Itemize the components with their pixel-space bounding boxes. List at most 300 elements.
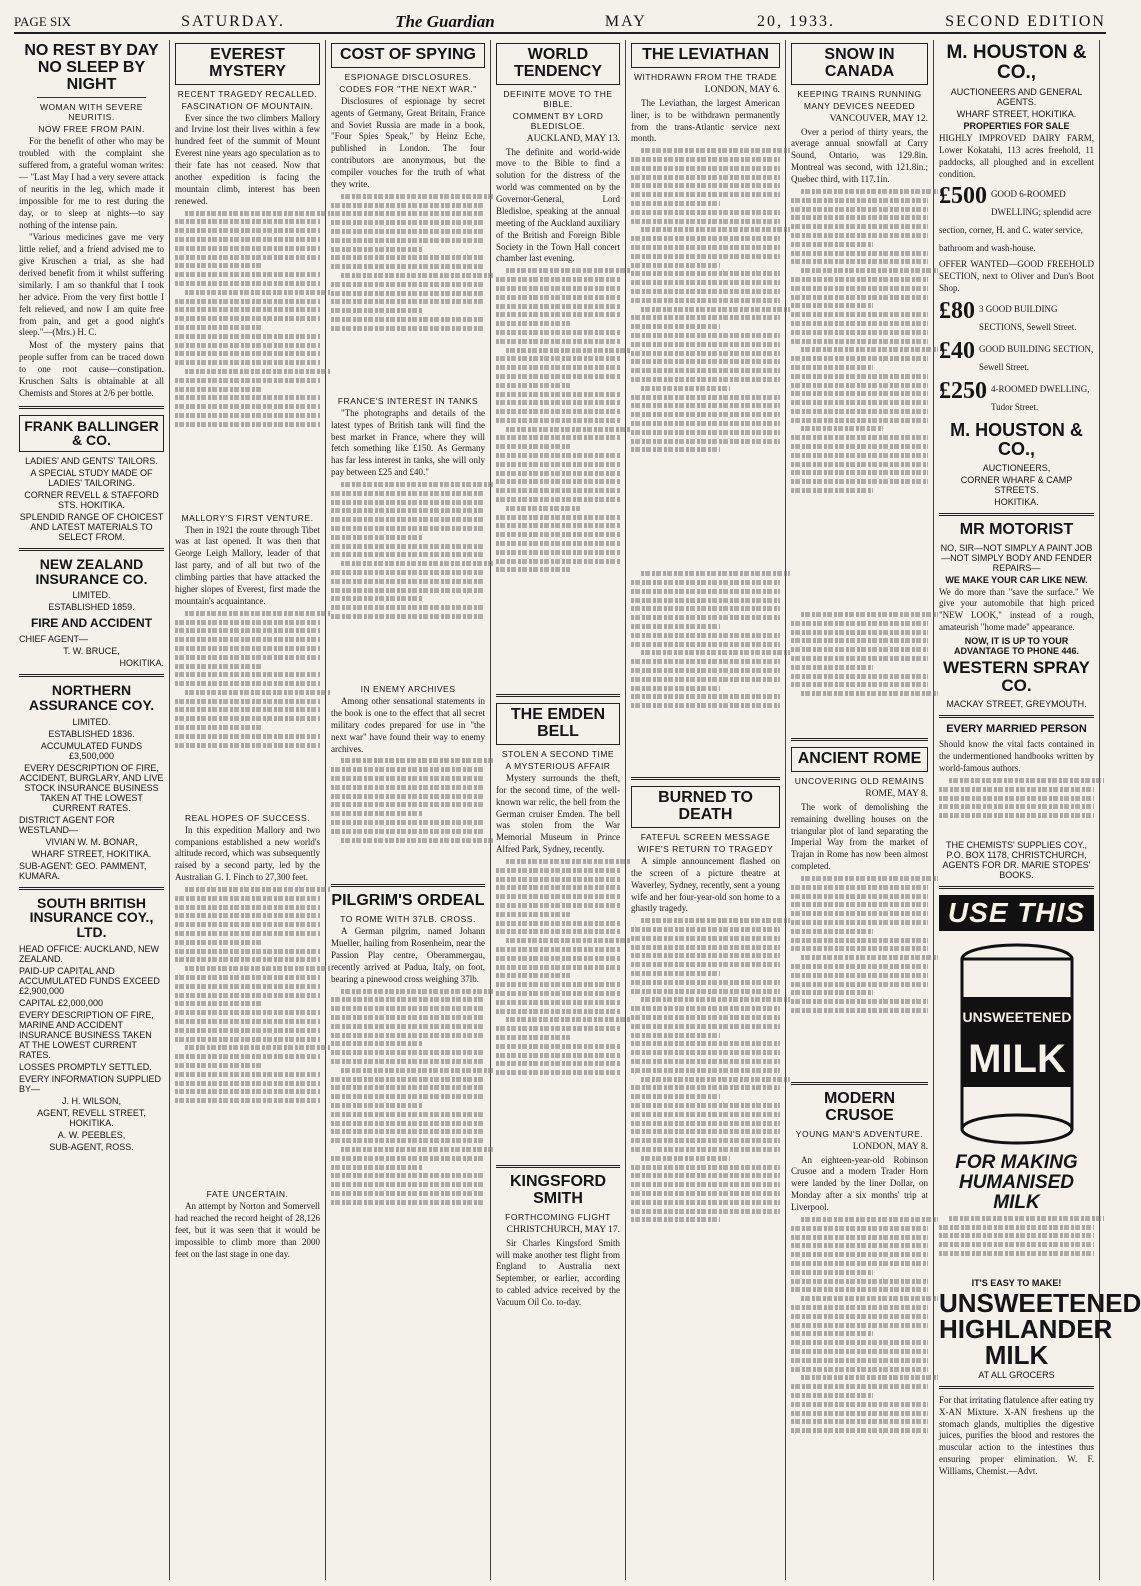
text-line bbox=[341, 1068, 495, 1073]
dateline: VANCOUVER, MAY 12. bbox=[829, 113, 928, 124]
text-line bbox=[791, 1331, 873, 1336]
text-line bbox=[631, 210, 780, 215]
text-line bbox=[175, 255, 320, 260]
text-line bbox=[631, 254, 780, 259]
text-line bbox=[801, 876, 938, 881]
text-line bbox=[175, 707, 320, 712]
dateline: LONDON, MAY 8. bbox=[852, 1141, 928, 1152]
text-line bbox=[341, 1147, 495, 1152]
text-line bbox=[791, 365, 873, 370]
ad-listing bbox=[939, 379, 1094, 415]
subhead: FASCINATION OF MOUNTAIN. bbox=[181, 100, 314, 111]
text-line bbox=[331, 1138, 485, 1143]
ad-text: WE MAKE YOUR CAR LIKE NEW. bbox=[945, 574, 1088, 585]
text-line bbox=[791, 374, 928, 379]
ad-text: VIVIAN W. M. BONAR, bbox=[45, 836, 138, 847]
text-line bbox=[631, 201, 720, 206]
text-line bbox=[631, 412, 780, 417]
ad-text: We do more than "save the surface." We give your automobile that high priced "NEW LOOK," instead of a rough, amateurish "home made" appearance. bbox=[939, 586, 1094, 633]
text-line bbox=[631, 377, 780, 382]
text-line bbox=[496, 444, 570, 449]
ad-text: LOSSES PROMPTLY SETTLED. bbox=[19, 1061, 152, 1072]
text-line bbox=[175, 1054, 320, 1059]
subhead: WITHDRAWN FROM THE TRADE bbox=[633, 71, 778, 82]
text-line bbox=[939, 1233, 1094, 1238]
text-line bbox=[496, 383, 570, 388]
text-line bbox=[631, 1182, 780, 1187]
text-line bbox=[331, 1173, 485, 1178]
article-filler bbox=[175, 611, 320, 811]
text-line bbox=[631, 589, 780, 594]
headline-emden-bell: THE EMDEN BELL bbox=[496, 703, 620, 745]
text-line bbox=[331, 1077, 485, 1082]
dateline: CHRISTCHURCH, MAY 17. bbox=[506, 1224, 620, 1235]
article-filler bbox=[331, 482, 485, 682]
text-line bbox=[185, 290, 330, 295]
text-line bbox=[506, 427, 630, 432]
text-line bbox=[631, 219, 780, 224]
text-line bbox=[641, 1156, 730, 1161]
text-line bbox=[791, 321, 928, 326]
ad-text: PROPERTIES FOR SALE bbox=[963, 120, 1070, 131]
article-filler bbox=[175, 887, 320, 1187]
text-line bbox=[331, 596, 423, 601]
text-line bbox=[185, 966, 330, 971]
text-line bbox=[791, 198, 928, 203]
text-line bbox=[631, 192, 780, 197]
price: £40 bbox=[939, 338, 975, 364]
text-line bbox=[631, 263, 720, 268]
text-line bbox=[791, 277, 928, 282]
text-line bbox=[175, 993, 320, 998]
text-line bbox=[175, 716, 320, 721]
text-line bbox=[631, 333, 780, 338]
text-line bbox=[801, 189, 938, 194]
text-line bbox=[331, 776, 485, 781]
text-line bbox=[791, 435, 928, 440]
text-line bbox=[791, 902, 928, 907]
subhead: MANY DEVICES NEEDED bbox=[803, 100, 916, 111]
text-line bbox=[331, 767, 485, 772]
text-line bbox=[185, 887, 330, 892]
text-line bbox=[631, 1050, 780, 1055]
text-line bbox=[791, 1252, 928, 1257]
text-line bbox=[631, 351, 780, 356]
text-line bbox=[791, 1235, 928, 1240]
text-line bbox=[631, 324, 720, 329]
text-line bbox=[791, 470, 928, 475]
ad-text: T. W. BRUCE, bbox=[63, 646, 120, 657]
text-line bbox=[641, 227, 790, 232]
text-line bbox=[631, 971, 720, 976]
text-line bbox=[791, 1411, 928, 1416]
text-line bbox=[331, 614, 485, 619]
text-line bbox=[185, 1045, 330, 1050]
subhead: IN ENEMY ARCHIVES bbox=[360, 684, 456, 695]
text-line bbox=[791, 409, 928, 414]
ad-houston: M. HOUSTON & CO., bbox=[946, 42, 1087, 83]
ad-text: AT ALL GROCERS bbox=[978, 1369, 1055, 1380]
text-line bbox=[791, 1323, 928, 1328]
column-7 bbox=[934, 40, 1141, 1580]
text-line bbox=[331, 544, 485, 549]
text-line bbox=[791, 295, 928, 300]
text-line bbox=[175, 699, 320, 704]
text-line bbox=[331, 1156, 485, 1161]
text-line bbox=[631, 936, 780, 941]
text-line bbox=[175, 1019, 320, 1024]
subhead: KEEPING TRAINS RUNNING bbox=[797, 88, 922, 99]
text-line bbox=[791, 462, 928, 467]
text-line bbox=[631, 430, 780, 435]
ad-text: LIMITED. bbox=[72, 590, 111, 601]
text-line bbox=[791, 479, 928, 484]
text-line bbox=[496, 462, 620, 467]
text-line bbox=[791, 630, 928, 635]
ad-text: SUB-AGENT: GEO. PAMMENT, KUMARA. bbox=[19, 860, 147, 881]
text-line bbox=[496, 1026, 620, 1031]
text-line bbox=[175, 1028, 320, 1033]
ad-text: GOOD 6-ROOMED DWELLING; splendid acre section, corner, H. and C. water service, bathroom and wash-house. bbox=[939, 189, 1091, 254]
text-line bbox=[791, 1393, 873, 1398]
article-body: In this expedition Mallory and two companions established a new world's altitude record, which was subsequently raised by a second party, led by the Australian G. I. Finch to 27,300 feet. bbox=[175, 824, 320, 883]
text-line bbox=[496, 956, 620, 961]
text-line bbox=[175, 1063, 262, 1068]
text-line bbox=[175, 281, 320, 286]
text-line bbox=[631, 606, 780, 611]
text-line bbox=[791, 453, 928, 458]
text-line bbox=[496, 330, 620, 335]
text-line bbox=[175, 404, 320, 409]
text-line bbox=[791, 973, 928, 978]
text-line bbox=[791, 233, 928, 238]
text-line bbox=[331, 552, 485, 557]
masthead-date: 20, 1933. bbox=[756, 13, 835, 30]
ad-use-this-banner: USE THIS bbox=[939, 895, 1094, 931]
text-line bbox=[801, 955, 938, 960]
text-line bbox=[641, 650, 790, 655]
ad-highlander-milk: UNSWEETENED HIGHLANDER MILK bbox=[939, 1287, 1141, 1370]
ad-text: 3 GOOD BUILDING SECTIONS, Sewell Street. bbox=[979, 304, 1077, 332]
text-line bbox=[641, 307, 790, 312]
ad-text: Should know the vital facts contained in the undermentioned handbooks written by world-famous authors. bbox=[939, 739, 1094, 774]
text-line bbox=[631, 1041, 780, 1046]
text-line bbox=[331, 508, 485, 513]
text-line bbox=[506, 506, 580, 511]
text-line bbox=[331, 1024, 485, 1029]
dateline: ROME, MAY 8. bbox=[865, 788, 928, 799]
text-line bbox=[331, 535, 423, 540]
text-line bbox=[631, 280, 780, 285]
ad-text: HOKITIKA. bbox=[994, 496, 1039, 507]
text-line bbox=[801, 426, 883, 431]
text-line bbox=[496, 523, 620, 528]
text-line bbox=[631, 624, 720, 629]
text-line bbox=[631, 1121, 780, 1126]
text-line bbox=[496, 515, 620, 520]
text-line bbox=[791, 946, 928, 951]
ad-text: ESTABLISHED 1859. bbox=[48, 602, 135, 613]
subhead: STOLEN A SECOND TIME bbox=[501, 748, 615, 759]
text-line bbox=[791, 964, 928, 969]
text-line bbox=[331, 1033, 485, 1038]
article-body: A German pilgrim, named Johann Mueller, hailing from Rosenheim, near the Passion Play centre, Oberammergau, recently arrived at Padua, Italy, on foot, bearing a pinewood cross weighing 37lb. bbox=[331, 926, 485, 984]
text-line bbox=[631, 1059, 780, 1064]
subhead: FORTHCOMING FLIGHT bbox=[505, 1211, 611, 1222]
ad-text: J. H. WILSON, bbox=[61, 1095, 121, 1106]
text-line bbox=[631, 298, 780, 303]
text-line bbox=[496, 868, 620, 873]
text-line bbox=[791, 1314, 928, 1319]
text-line bbox=[631, 315, 780, 320]
text-line bbox=[496, 409, 620, 414]
text-line bbox=[791, 621, 928, 626]
subhead: REAL HOPES OF SUCCESS. bbox=[185, 812, 310, 823]
text-line bbox=[631, 175, 780, 180]
text-line bbox=[331, 238, 485, 243]
text-line bbox=[506, 348, 630, 353]
milk-can-illustration bbox=[942, 937, 1092, 1147]
text-line bbox=[641, 386, 730, 391]
text-line bbox=[331, 1015, 485, 1020]
text-line bbox=[631, 368, 780, 373]
text-line bbox=[331, 1182, 485, 1187]
text-line bbox=[496, 497, 620, 502]
subhead: CODES FOR "THE NEXT WAR." bbox=[339, 83, 477, 94]
ad-text: EVERY DESCRIPTION OF FIRE, MARINE AND ACCIDENT INSURANCE BUSINESS TAKEN AT THE LOWEST CURRENT RATES. bbox=[19, 1009, 154, 1060]
headline-pilgrims-ordeal: PILGRIM'S ORDEAL bbox=[331, 892, 485, 910]
text-line bbox=[496, 894, 620, 899]
ad-text: PAID-UP CAPITAL AND ACCUMULATED FUNDS EXCEED £2,900,000 bbox=[19, 965, 160, 996]
text-line bbox=[939, 804, 1094, 809]
price: £250 bbox=[939, 378, 987, 404]
article-filler bbox=[631, 571, 780, 771]
price: £500 bbox=[939, 183, 987, 210]
article-body: "The photographs and details of the latest types of British tank will find the best market in France, where they will fetch something like £150. As Germany has far less interest in tanks, she will only pay between £25 and £40." bbox=[331, 407, 485, 478]
text-line bbox=[631, 1085, 780, 1090]
text-line bbox=[791, 1384, 928, 1389]
text-line bbox=[175, 957, 320, 962]
text-line bbox=[631, 1033, 720, 1038]
text-line bbox=[791, 1349, 928, 1354]
headline-snow-in-canada: SNOW IN CANADA bbox=[791, 43, 928, 85]
text-line bbox=[341, 561, 495, 566]
text-line bbox=[175, 655, 320, 660]
text-line bbox=[631, 1015, 780, 1020]
text-line bbox=[496, 1044, 620, 1049]
text-line bbox=[331, 605, 485, 610]
column-1 bbox=[14, 40, 170, 1580]
text-line bbox=[175, 1001, 262, 1006]
text-line bbox=[496, 567, 570, 572]
text-line bbox=[631, 1006, 780, 1011]
text-line bbox=[175, 387, 262, 392]
text-line bbox=[341, 758, 495, 763]
text-line bbox=[341, 273, 495, 278]
text-line bbox=[791, 330, 928, 335]
article-body: Disclosures of espionage by secret agents of Germany, Great Britain, France and Soviet Russia are made in a book, "Four Spies Speak," by Heinz Eche, published in London. The four contributors are anonymous, but the compiler vouches for the truth of what they write. bbox=[331, 95, 485, 189]
text-line bbox=[939, 796, 1094, 801]
text-line bbox=[175, 334, 320, 339]
text-line bbox=[631, 1112, 780, 1117]
text-line bbox=[631, 686, 720, 691]
text-line bbox=[641, 571, 790, 576]
text-line bbox=[631, 668, 780, 673]
text-line bbox=[331, 1085, 485, 1090]
ad-text: AUCTIONEERS AND GENERAL AGENTS. bbox=[950, 86, 1083, 107]
text-line bbox=[175, 307, 320, 312]
text-line bbox=[496, 903, 620, 908]
text-line bbox=[496, 435, 620, 440]
text-line bbox=[791, 647, 928, 652]
text-line bbox=[331, 517, 485, 522]
text-line bbox=[496, 295, 620, 300]
text-line bbox=[631, 1147, 780, 1152]
text-line bbox=[801, 1375, 938, 1380]
ad-text: GOOD BUILDING SECTION, Sewell Street. bbox=[979, 344, 1094, 372]
text-line bbox=[496, 947, 620, 952]
text-line bbox=[631, 1191, 780, 1196]
headline-ancient-rome: ANCIENT ROME bbox=[791, 747, 928, 772]
ad-text: CHIEF AGENT— bbox=[19, 634, 89, 645]
text-line bbox=[631, 1138, 780, 1143]
text-line bbox=[175, 922, 320, 927]
text-line bbox=[175, 896, 320, 901]
text-line bbox=[791, 999, 928, 1004]
text-line bbox=[496, 885, 620, 890]
text-line bbox=[631, 989, 780, 994]
ad-text: CAPITAL £2,000,000 bbox=[19, 997, 104, 1008]
text-line bbox=[496, 321, 570, 326]
text-line bbox=[506, 1017, 630, 1022]
text-line bbox=[506, 938, 630, 943]
text-line bbox=[801, 691, 938, 696]
text-line bbox=[496, 1035, 570, 1040]
text-line bbox=[331, 785, 485, 790]
ad-text: THE CHEMISTS' SUPPLIES COY., P.O. BOX 1178, CHRISTCHURCH, AGENTS FOR DR. MARIE STOPES' BOOKS. bbox=[942, 839, 1091, 880]
column-3 bbox=[326, 40, 491, 1580]
text-line bbox=[175, 940, 262, 945]
text-line bbox=[791, 286, 928, 291]
ad-text: A SPECIAL STUDY MADE OF LADIES' TAILORING. bbox=[30, 468, 153, 489]
ad-text: OFFER WANTED—GOOD FREEHOLD SECTION, next to Oliver and Dun's Boot Shop. bbox=[939, 259, 1094, 294]
text-line bbox=[496, 312, 620, 317]
text-line bbox=[175, 237, 320, 242]
ad-text: SUB-AGENT, ROSS. bbox=[49, 1141, 134, 1152]
text-line bbox=[331, 291, 485, 296]
text-line bbox=[331, 308, 423, 313]
text-line bbox=[631, 245, 780, 250]
text-line bbox=[631, 945, 780, 950]
text-line bbox=[496, 356, 620, 361]
text-line bbox=[949, 778, 1104, 783]
text-line bbox=[791, 1402, 928, 1407]
text-line bbox=[331, 1103, 423, 1108]
text-line bbox=[496, 921, 620, 926]
newspaper-title: The Guardian bbox=[395, 12, 495, 31]
text-line bbox=[175, 272, 320, 277]
ad-text: WHARF STREET, HOKITIKA. bbox=[956, 108, 1077, 119]
headline-world-tendency: WORLD TENDENCY bbox=[496, 43, 620, 85]
text-line bbox=[939, 1242, 1094, 1247]
text-line bbox=[631, 421, 780, 426]
text-line bbox=[791, 1243, 928, 1248]
text-line bbox=[791, 1008, 928, 1013]
text-line bbox=[631, 962, 780, 967]
subhead: MALLORY'S FIRST VENTURE. bbox=[181, 512, 314, 523]
subhead: WIFE'S RETURN TO TRAGEDY bbox=[637, 843, 774, 854]
headline-kingsford-smith: KINGSFORD SMITH bbox=[510, 1173, 606, 1207]
text-line bbox=[175, 413, 320, 418]
text-line bbox=[791, 1367, 928, 1372]
text-line bbox=[175, 725, 262, 730]
text-line bbox=[791, 303, 873, 308]
text-line bbox=[496, 912, 570, 917]
text-line bbox=[791, 674, 928, 679]
text-line bbox=[331, 255, 485, 260]
text-line bbox=[496, 1070, 620, 1075]
text-line bbox=[331, 247, 423, 252]
text-line bbox=[939, 787, 1094, 792]
text-line bbox=[175, 681, 320, 686]
text-line bbox=[331, 1129, 485, 1134]
text-line bbox=[496, 982, 620, 987]
text-line bbox=[175, 1037, 320, 1042]
ad-text: LADIES' AND GENTS' TAILORS. bbox=[25, 456, 158, 467]
text-line bbox=[175, 672, 320, 677]
text-line bbox=[331, 229, 485, 234]
text-line bbox=[331, 317, 485, 322]
text-line bbox=[801, 612, 938, 617]
ad-western-spray: WESTERN SPRAY CO. bbox=[943, 658, 1090, 695]
ad-text: NO, SIR—NOT SIMPLY A PAINT JOB—NOT SIMPLY BODY AND FENDER REPAIRS— bbox=[940, 542, 1093, 573]
text-line bbox=[631, 1217, 720, 1222]
ad-text: MACKAY STREET, GREYMOUTH. bbox=[946, 698, 1087, 709]
text-line bbox=[175, 1098, 320, 1103]
masthead-day: SATURDAY. bbox=[181, 13, 285, 30]
text-line bbox=[791, 1287, 928, 1292]
text-line bbox=[175, 975, 320, 980]
subhead: UNCOVERING OLD REMAINS bbox=[794, 775, 925, 786]
text-line bbox=[331, 326, 485, 331]
text-line bbox=[631, 598, 780, 603]
text-line bbox=[791, 938, 928, 943]
text-line bbox=[631, 642, 780, 647]
text-line bbox=[631, 927, 780, 932]
text-line bbox=[791, 356, 928, 361]
subhead: FATE UNCERTAIN. bbox=[206, 1189, 289, 1200]
text-line bbox=[631, 157, 780, 162]
text-line bbox=[631, 953, 780, 958]
price: £80 bbox=[939, 298, 975, 324]
text-line bbox=[496, 471, 620, 476]
text-line bbox=[331, 570, 485, 575]
headline-cost-of-spying: COST OF SPYING bbox=[331, 43, 485, 68]
text-line bbox=[175, 219, 320, 224]
article-filler bbox=[331, 989, 485, 1289]
subhead: YOUNG MAN'S ADVENTURE. bbox=[795, 1128, 924, 1139]
text-line bbox=[791, 1340, 928, 1345]
text-line bbox=[185, 369, 330, 374]
text-line bbox=[791, 418, 928, 423]
text-line bbox=[791, 1279, 928, 1284]
column-2 bbox=[170, 40, 326, 1580]
text-line bbox=[641, 1077, 790, 1082]
text-line bbox=[341, 194, 495, 199]
text-line bbox=[791, 982, 928, 987]
subhead: NOW FREE FROM PAIN. bbox=[38, 124, 145, 135]
text-line bbox=[496, 550, 620, 555]
